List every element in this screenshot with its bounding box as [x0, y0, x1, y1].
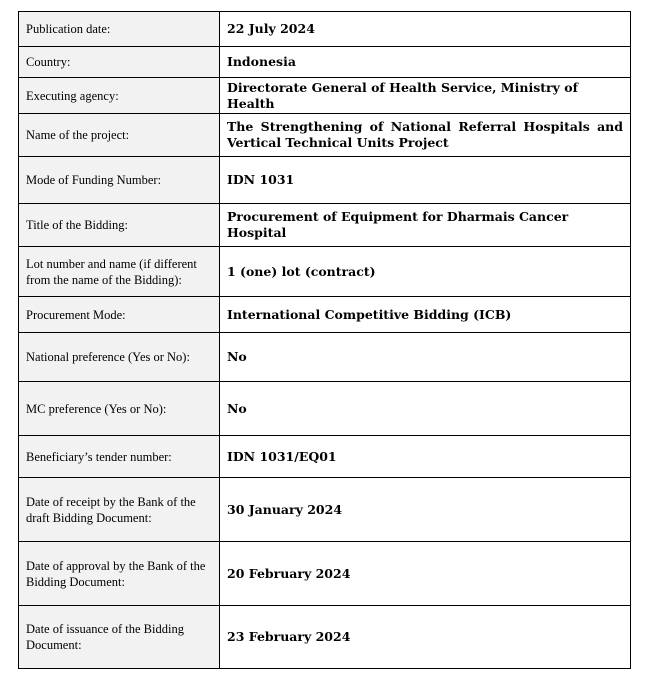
country-value: Indonesia [220, 47, 631, 78]
procurement-mode-value: International Competitive Bidding (ICB) [220, 297, 631, 333]
receipt-date-value: 30 January 2024 [220, 478, 631, 542]
national-preference-value: No [220, 333, 631, 382]
table-row [19, 436, 631, 478]
country-label: Country: [19, 47, 220, 78]
table-row [19, 204, 631, 247]
table-row [19, 12, 631, 47]
bidding-info-table [18, 11, 631, 669]
receipt-date-label: Date of receipt by the Bank of the draft Bidding Document: [19, 478, 220, 542]
executing-agency-value: Directorate General of Health Service, Ministry of Health [220, 78, 631, 114]
table-row [19, 78, 631, 114]
table-row [19, 297, 631, 333]
issuance-date-label: Date of issuance of the Bidding Document: [19, 606, 220, 669]
tender-number-value: IDN 1031/EQ01 [220, 436, 631, 478]
table-row [19, 606, 631, 669]
table-row [19, 247, 631, 297]
lot-number-label: Lot number and name (if different from the name of the Bidding): [19, 247, 220, 297]
tender-number-label: Beneficiary’s tender number: [19, 436, 220, 478]
mc-preference-value: No [220, 382, 631, 436]
table-row [19, 333, 631, 382]
executing-agency-label: Executing agency: [19, 78, 220, 114]
project-name-value: The Strengthening of National Referral Hospitals and Vertical Technical Units Project [220, 114, 631, 157]
table-row [19, 114, 631, 157]
table-row [19, 157, 631, 204]
approval-date-label: Date of approval by the Bank of the Bidding Document: [19, 542, 220, 606]
bidding-title-value: Procurement of Equipment for Dharmais Cancer Hospital [220, 204, 631, 247]
table-row [19, 47, 631, 78]
national-preference-label: National preference (Yes or No): [19, 333, 220, 382]
publication-date-label: Publication date: [19, 12, 220, 47]
funding-number-label: Mode of Funding Number: [19, 157, 220, 204]
issuance-date-value: 23 February 2024 [220, 606, 631, 669]
publication-date-value: 22 July 2024 [220, 12, 631, 47]
table-row [19, 382, 631, 436]
procurement-mode-label: Procurement Mode: [19, 297, 220, 333]
project-name-label: Name of the project: [19, 114, 220, 157]
approval-date-value: 20 February 2024 [220, 542, 631, 606]
mc-preference-label: MC preference (Yes or No): [19, 382, 220, 436]
table-row [19, 478, 631, 542]
bidding-title-label: Title of the Bidding: [19, 204, 220, 247]
lot-number-value: 1 (one) lot (contract) [220, 247, 631, 297]
table-row [19, 542, 631, 606]
funding-number-value: IDN 1031 [220, 157, 631, 204]
